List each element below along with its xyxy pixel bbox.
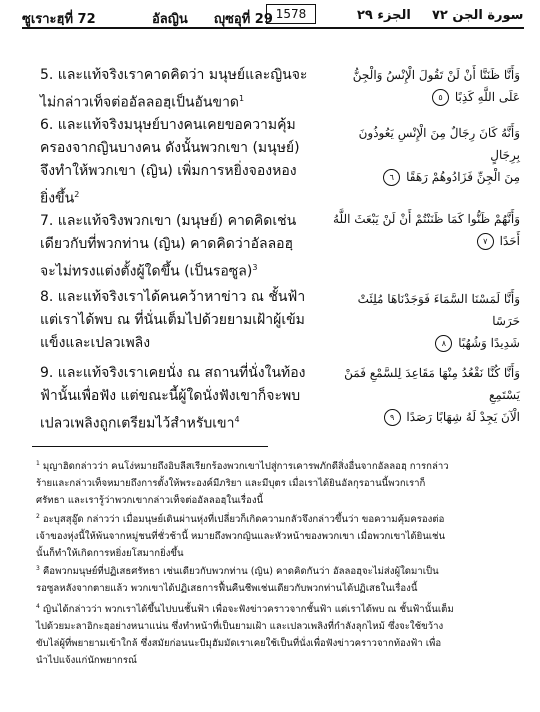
footnote-2 xyxy=(36,508,506,562)
verse-line: แข็งและเปลวเพลิง xyxy=(40,335,151,351)
footnote-line: คือพวกมนุษย์ที่ปฏิเสธศรัทธา เช่นเดียวกับพวกท่าน (ญิน) คาดคิดกันว่า อัลลอฮฺจะไม่ส่งผู้ใดมาเป็น xyxy=(42,566,439,578)
verse-5-arabic xyxy=(330,64,520,108)
arabic-line: الْآنَ يَجِدْ لَهُ شِهَابًا رَصَدًا ٩ xyxy=(330,406,520,428)
footnote-line: ญินได้กล่าวว่า พวกเราได้ขึ้นไปบนชั้นฟ้า เพื่อจะฟังข่าวคราวจากชั้นฟ้า แต่เราได้พบ ณ ชั้นฟ้านั้นเต็ม xyxy=(42,604,454,616)
verse-7-arabic xyxy=(330,208,520,252)
footnote-ref: 2 xyxy=(74,190,80,199)
verse-line: เดียวกับที่พวกท่าน (ญิน) คาดคิดว่าอัลลอฮฺ xyxy=(40,236,294,252)
footnote-ref: 3 xyxy=(252,263,258,272)
verse-line: 6. และแท้จริงมนุษย์บางคนเคยขอความคุ้ม xyxy=(40,117,296,133)
footnote-ref: 4 xyxy=(234,415,240,424)
footnote-line: นั้นก็ทำให้เกิดการหยิ่งยโสมากยิ่งขึ้น xyxy=(36,548,184,560)
verse-line: 9. และแท้จริงเราเคยนั่ง ณ สถานที่นั่งในท้อง xyxy=(40,365,306,381)
juz-thai: ญุซอุที่ 29 xyxy=(214,12,273,27)
arabic-line: وَأَنَّا كُنَّا نَقْعُدُ مِنْهَا مَقَاعِدَ لِلسَّمْعِ فَمَنْ يَسْتَمِعِ xyxy=(344,366,520,402)
footnote-line: ไปด้วยมะลาอิกะฮฺอย่างหนาแน่น ซึ่งทำหน้าที่เป็นยามเฝ้า และเปลวเพลิงที่กำลังลุกไหม้ ซึ่งจะใช้ขว้าง xyxy=(36,621,444,633)
surah-number-thai: ซูเราะฮฺที่ 72 xyxy=(22,12,96,27)
juz-arabic: الجزء ٢٩ xyxy=(357,8,411,23)
verse-line: จะไม่ทรงแต่งตั้งผู้ใดขึ้น (เป็นรอซูล)$^3$ xyxy=(40,263,258,280)
footnote-line: รอซูลหลังจากตายแล้ว พวกเขาได้ปฏิเสธการฟื้นคืนชีพเช่นเดียวกับพวกท่านได้ปฏิเสธในเรื่องนี้ xyxy=(36,583,418,595)
footnote-marker: 2 xyxy=(36,513,40,520)
footnote-line: นำไปแจ้งแก่นักพยากรณ์ xyxy=(36,655,137,667)
footnote-line: ร้ายและกล่าวเท็จหมายถึงการตั้งให้พระองค์มีภริยา และมีบุตร เมื่อเราได้ยินอัลกุรอานนี้พวกเราก็ xyxy=(36,478,426,490)
arabic-line: وَأَنَّا ظَنَنَّا أَنْ لَنْ تَقُولَ الْإِنْسُ وَالْجِنُّ عَلَى اللَّهِ كَذِبًا ٥ xyxy=(352,68,520,104)
verse-9-arabic xyxy=(330,362,520,428)
verse-line: เปลวเพลิงถูกเตรียมไว้สำหรับเขา$^4$ xyxy=(40,415,240,432)
footnote-ref: 1 xyxy=(239,94,245,103)
footnote-marker: 4 xyxy=(36,603,40,610)
page-number: 1578 xyxy=(266,4,316,24)
footnote-line: ขับไล่ผู้ที่พยายามเข้าใกล้ ซึ่งสมัยก่อนนะบีมุฮัมมัดเราเคยใช้เป็นที่นั่งเพื่อฟังข่าวคราวจากท้องฟ้า เพื่อ xyxy=(36,638,442,650)
verse-number-badge: ٧ xyxy=(477,233,494,250)
footnote-1 xyxy=(36,455,506,509)
verse-line: แต่เราได้พบ ณ ที่นั่นเต็มไปด้วยยามเฝ้าผู้เข้ม xyxy=(40,312,305,328)
footnote-line: อะบุสสุอู๊ด กล่าวว่า เมื่อมนุษย์เดินผ่านหุ่งที่เปลี่ยวก็เกิดความกลัวจึงกล่าวขึ้นว่า ขอความคุ้มครองต่อ xyxy=(42,514,445,526)
surah-name-thai: อัลญิน xyxy=(152,12,188,27)
verse-7-thai xyxy=(40,210,330,284)
verse-line: ฟ้านั้นเพื่อฟัง แต่ขณะนี้ผู้ใดนั่งฟังเขาก็จะพบ xyxy=(40,388,301,404)
footnote-rule xyxy=(32,446,268,447)
verse-line: 8. และแท้จริงเราได้คนคว้าหาข่าว ณ ชั้นฟ้า xyxy=(40,289,306,305)
arabic-line: وَأَنَّا لَمَسْنَا السَّمَاءَ فَوَجَدْنَاهَا مُلِئَتْ حَرَسًا xyxy=(357,292,520,328)
footnote-marker: 3 xyxy=(36,565,40,572)
verse-number-badge: ٥ xyxy=(432,89,449,106)
footnote-line: เจ้าของหุ่งนี้ให้พ้นจากหมู่ชนที่ชั่วช้านี้ หมายถึงพวกญินและหัวหน้าของพวกเขา เมื่อพวกเขาได้ยินเช่น xyxy=(36,531,446,543)
arabic-line: مِنَ الْجِنِّ فَزَادُوهُمْ رَهَقًا ٦ xyxy=(330,166,520,188)
footnote-3 xyxy=(36,560,506,597)
footnote-line: ศรัทธา และเรารู้ว่าพวกเขากล่าวเท็จต่ออัลลอฮฺในเรื่องนี้ xyxy=(36,495,264,507)
arabic-line: وَأَنَّهُمْ ظَنُّوا كَمَا ظَنَنْتُمْ أَنْ لَنْ يَبْعَثَ اللَّهُ أَحَدًا ٧ xyxy=(333,212,520,248)
header-rule xyxy=(22,27,524,29)
verse-6-thai xyxy=(40,114,330,211)
verse-9-thai xyxy=(40,362,330,436)
verse-line: ไม่กล่าวเท็จต่ออัลลอฮฺเป็นอันขาด$^1$ xyxy=(40,94,245,111)
verse-number-badge: ٨ xyxy=(435,335,452,352)
arabic-line: وَأَنَّهُ كَانَ رِجَالٌ مِنَ الْإِنْسِ يَعُوذُونَ بِرِجَالٍ xyxy=(358,126,520,162)
verse-8-thai xyxy=(40,286,330,355)
footnote-line: มุญาฮิดกล่าวว่า คนโง่หมายถึงอิบลีสเรียกร้องพวกเขาไปสู่การเคารพภักดีสิ่งอื่นจากอัลลอฮฺ การกล่าว xyxy=(42,461,449,473)
footnote-marker: 1 xyxy=(36,460,40,467)
verse-line: ยิ่งขึ้น$^2$ xyxy=(40,190,80,207)
verse-line: 5. และแท้จริงเราคาดคิดว่า มนุษย์และญินจะ xyxy=(40,67,308,83)
verse-line: จึงทำให้พวกเขา (ญิน) เพิ่มการหยิ่งจองหอง xyxy=(40,163,297,179)
verse-number-badge: ٩ xyxy=(384,409,401,426)
arabic-line: شَدِيدًا وَشُهُبًا ٨ xyxy=(330,332,520,354)
footnote-4 xyxy=(36,598,506,669)
verse-number-badge: ٦ xyxy=(383,169,400,186)
surah-name-arabic: سورة الجن ٧٢ xyxy=(432,8,524,23)
verse-line: 7. และแท้จริงพวกเขา (มนุษย์) คาดคิดเช่น xyxy=(40,213,297,229)
verse-line: ครองจากญินบางคน ดังนั้นพวกเขา (มนุษย์) xyxy=(40,140,300,156)
verse-6-arabic xyxy=(330,122,520,188)
verse-8-arabic xyxy=(330,288,520,354)
verse-5-thai xyxy=(40,64,330,115)
